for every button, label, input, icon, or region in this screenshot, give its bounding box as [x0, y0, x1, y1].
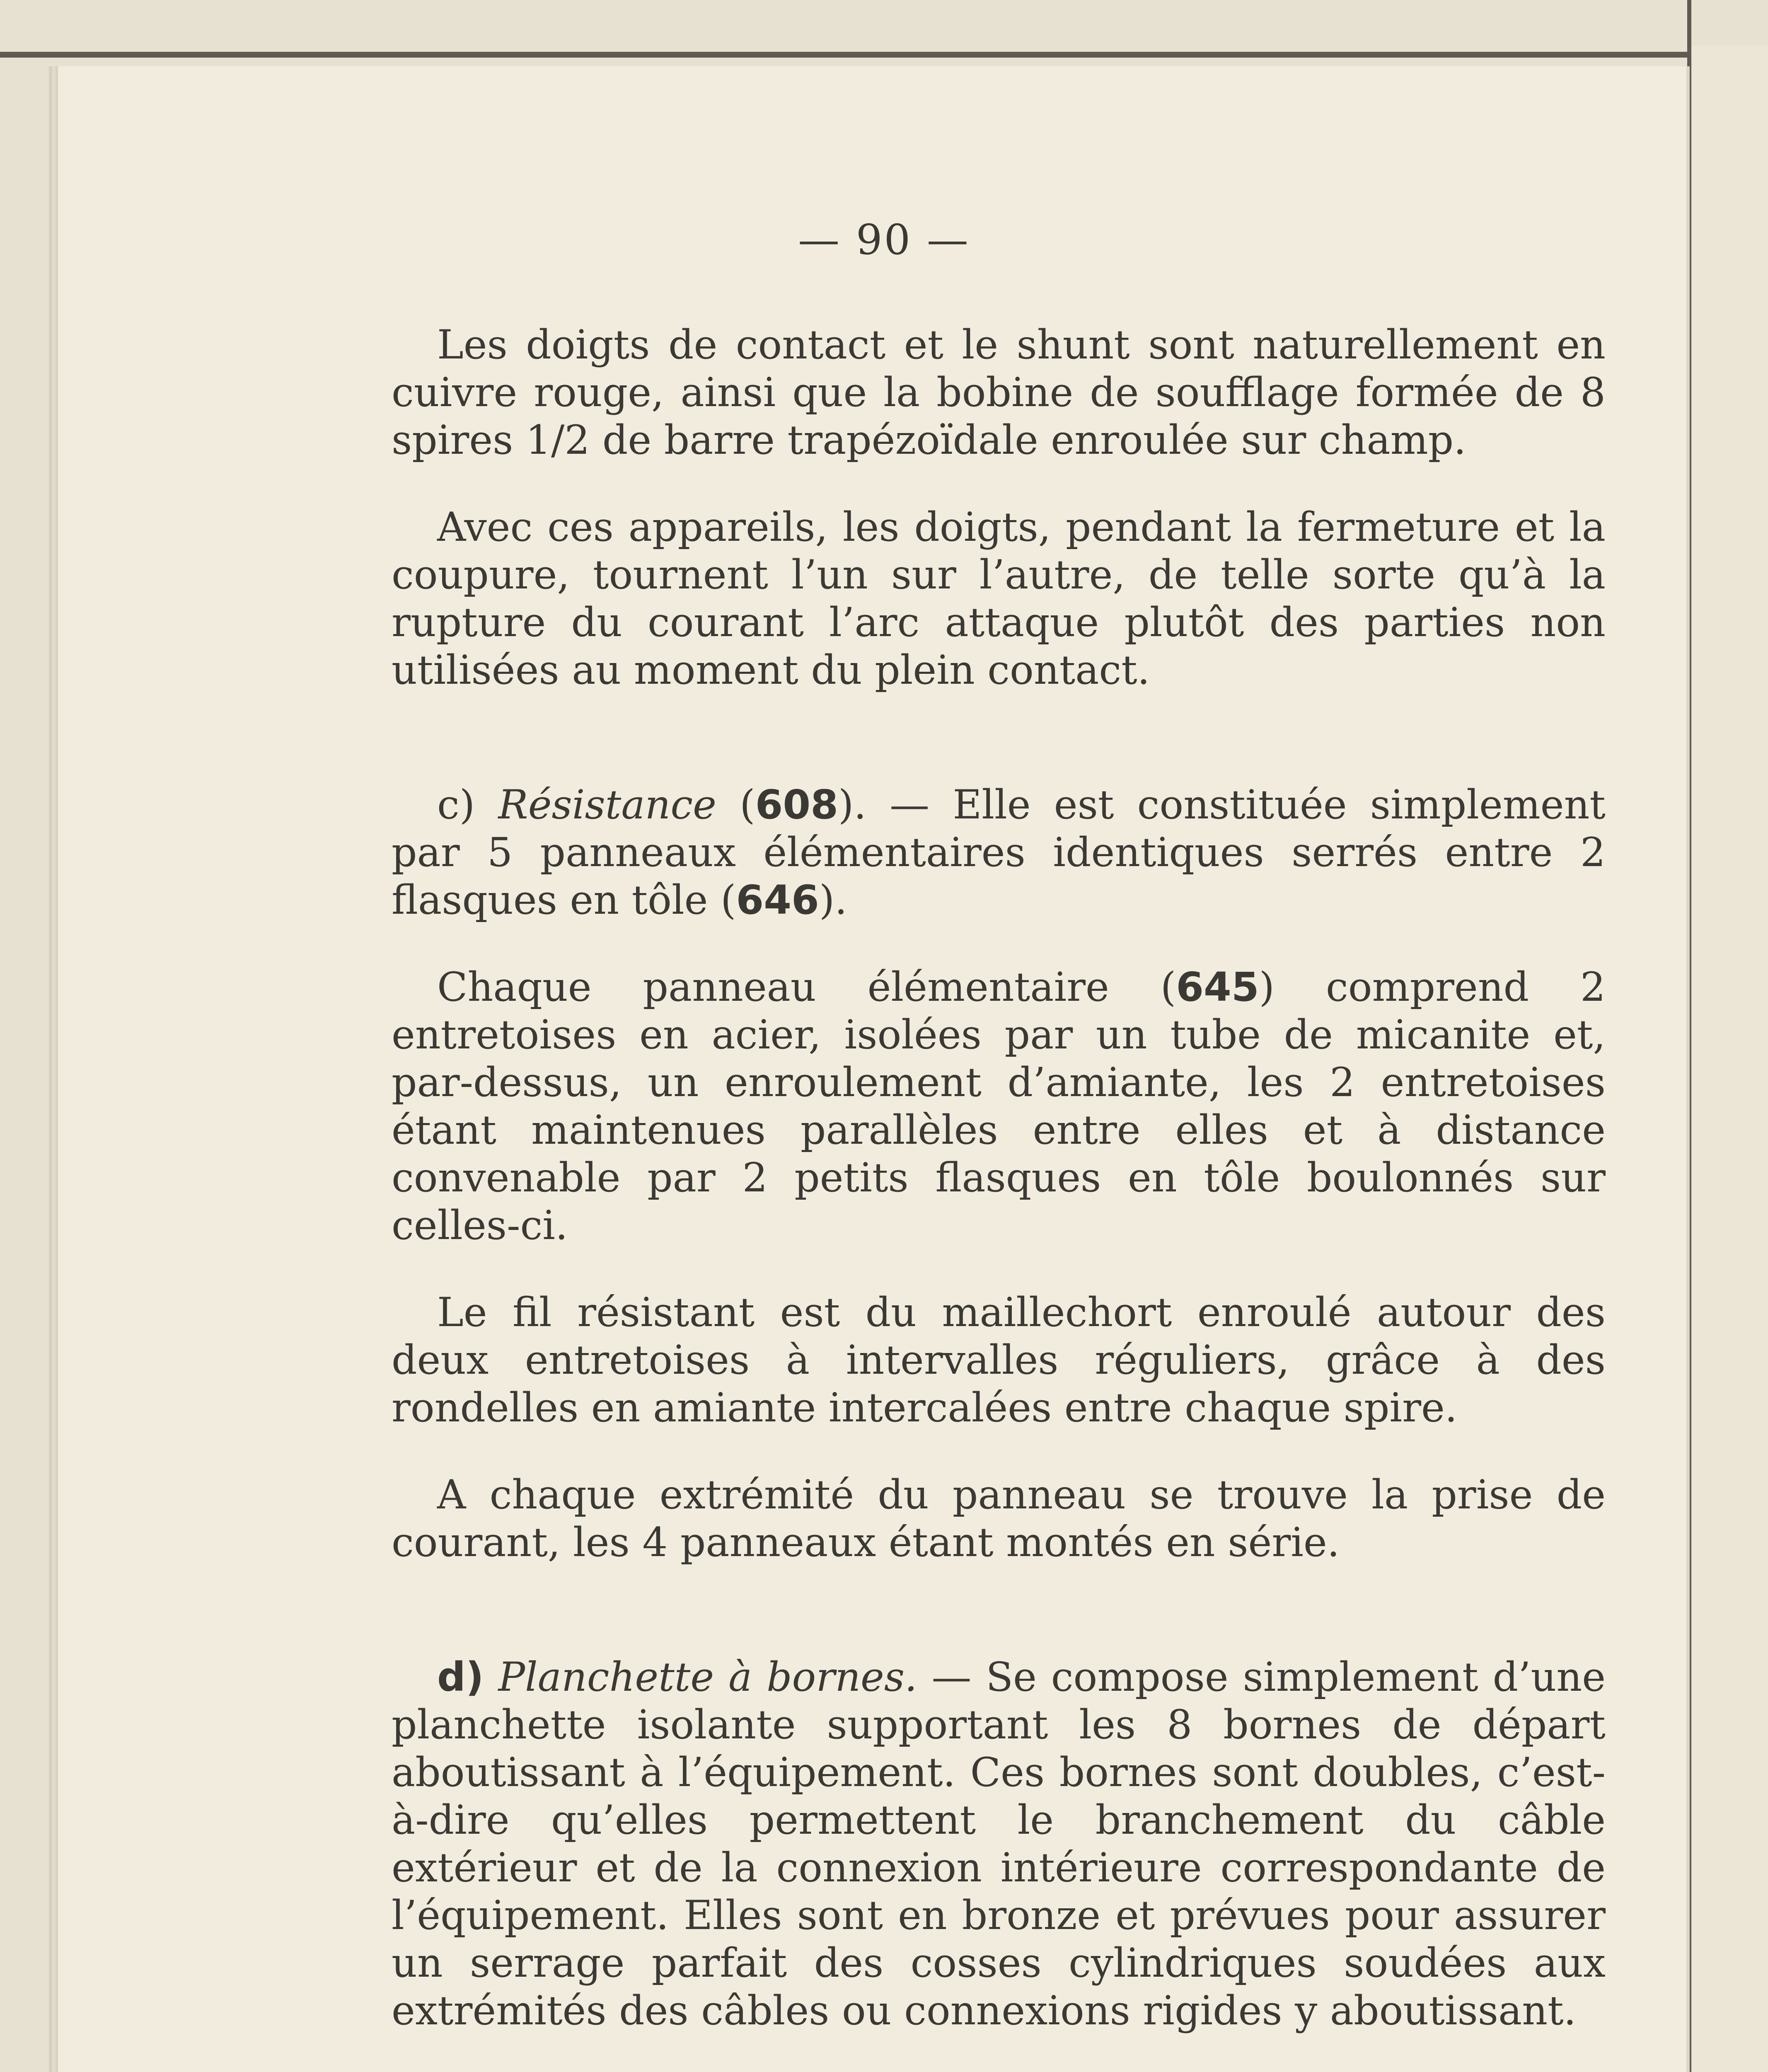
paragraph-1: Les doigts de contact et le shunt sont naturellement en cuivre rouge, ainsi que la bobine de soufflage formée de 8 spires 1/2 de barre trapézoïdale enroulée sur champ. [392, 322, 1606, 463]
paragraph-resistance [392, 781, 1606, 924]
page-number: — 90 — [798, 215, 970, 264]
paragraph-fil: Le fil résistant est du maillechort enroulé autour des deux entretoises à intervalles réguliers, grâce à des rondelles en amiante intercalées entre chaque spire. [392, 1289, 1606, 1431]
top-edge-line [0, 52, 1691, 58]
section-heading: Résistance [498, 782, 716, 828]
paragraph-extremite: A chaque extrémité du panneau se trouve la prise de courant, les 4 panneaux étant montés en série. [392, 1472, 1606, 1566]
paragraph-tail: ). [819, 877, 847, 923]
paragraph-text: ) comprend 2 entretoises en acier, isolées par un tube de micanite et, par-dessus, un enroulement d’amiante, les 2 entretoises étant maintenues parallèles entre elles et à distance convenable par 2 petits flasques en tôle boulonnés sur celles-ci. [392, 964, 1606, 1249]
section-label: c) [437, 782, 475, 828]
ref-close: ). [838, 782, 866, 828]
paragraph-text: — Elle est constituée simplement par 5 panneaux élémentaires identiques serrés entre 2 flasques en tôle ( [392, 782, 1606, 923]
gutter-line [1687, 0, 1691, 2072]
figure-ref: 646 [736, 877, 819, 923]
paragraph-planchette [392, 1653, 1606, 2035]
paragraph-text: Chaque panneau élémentaire ( [437, 964, 1176, 1010]
adjacent-page-edge [1691, 46, 1768, 2072]
paragraph-2: Avec ces appareils, les doigts, pendant la fermeture et la coupure, tournent l’un sur l’autre, de telle sorte qu’à la rupture du courant l’arc attaque plutôt des parties non utilisées au moment du plein contact. [392, 504, 1606, 693]
paragraph-text: — Se compose simplement d’une planchette isolante supportant les 8 bornes de départ aboutissant à l’équipement. Ces bornes sont doubles, c’est-à-dire qu’elles permettent le branchement du câble extérieur et de la connexion intérieure correspondante de l’équipement. Elles sont en bronze et prévues pour assurer un serrage parfait des cosses cylindriques soudées aux extrémités des câbles ou connexions rigides y aboutissant. [392, 1654, 1606, 2034]
figure-ref: 645 [1176, 964, 1259, 1010]
body-text [392, 321, 1606, 2072]
ref-open: ( [716, 782, 755, 828]
section-heading: Planchette à bornes. [498, 1654, 917, 1700]
figure-ref: 608 [755, 782, 838, 828]
section-label: d) [437, 1654, 484, 1700]
paragraph-panneau [392, 963, 1606, 1249]
